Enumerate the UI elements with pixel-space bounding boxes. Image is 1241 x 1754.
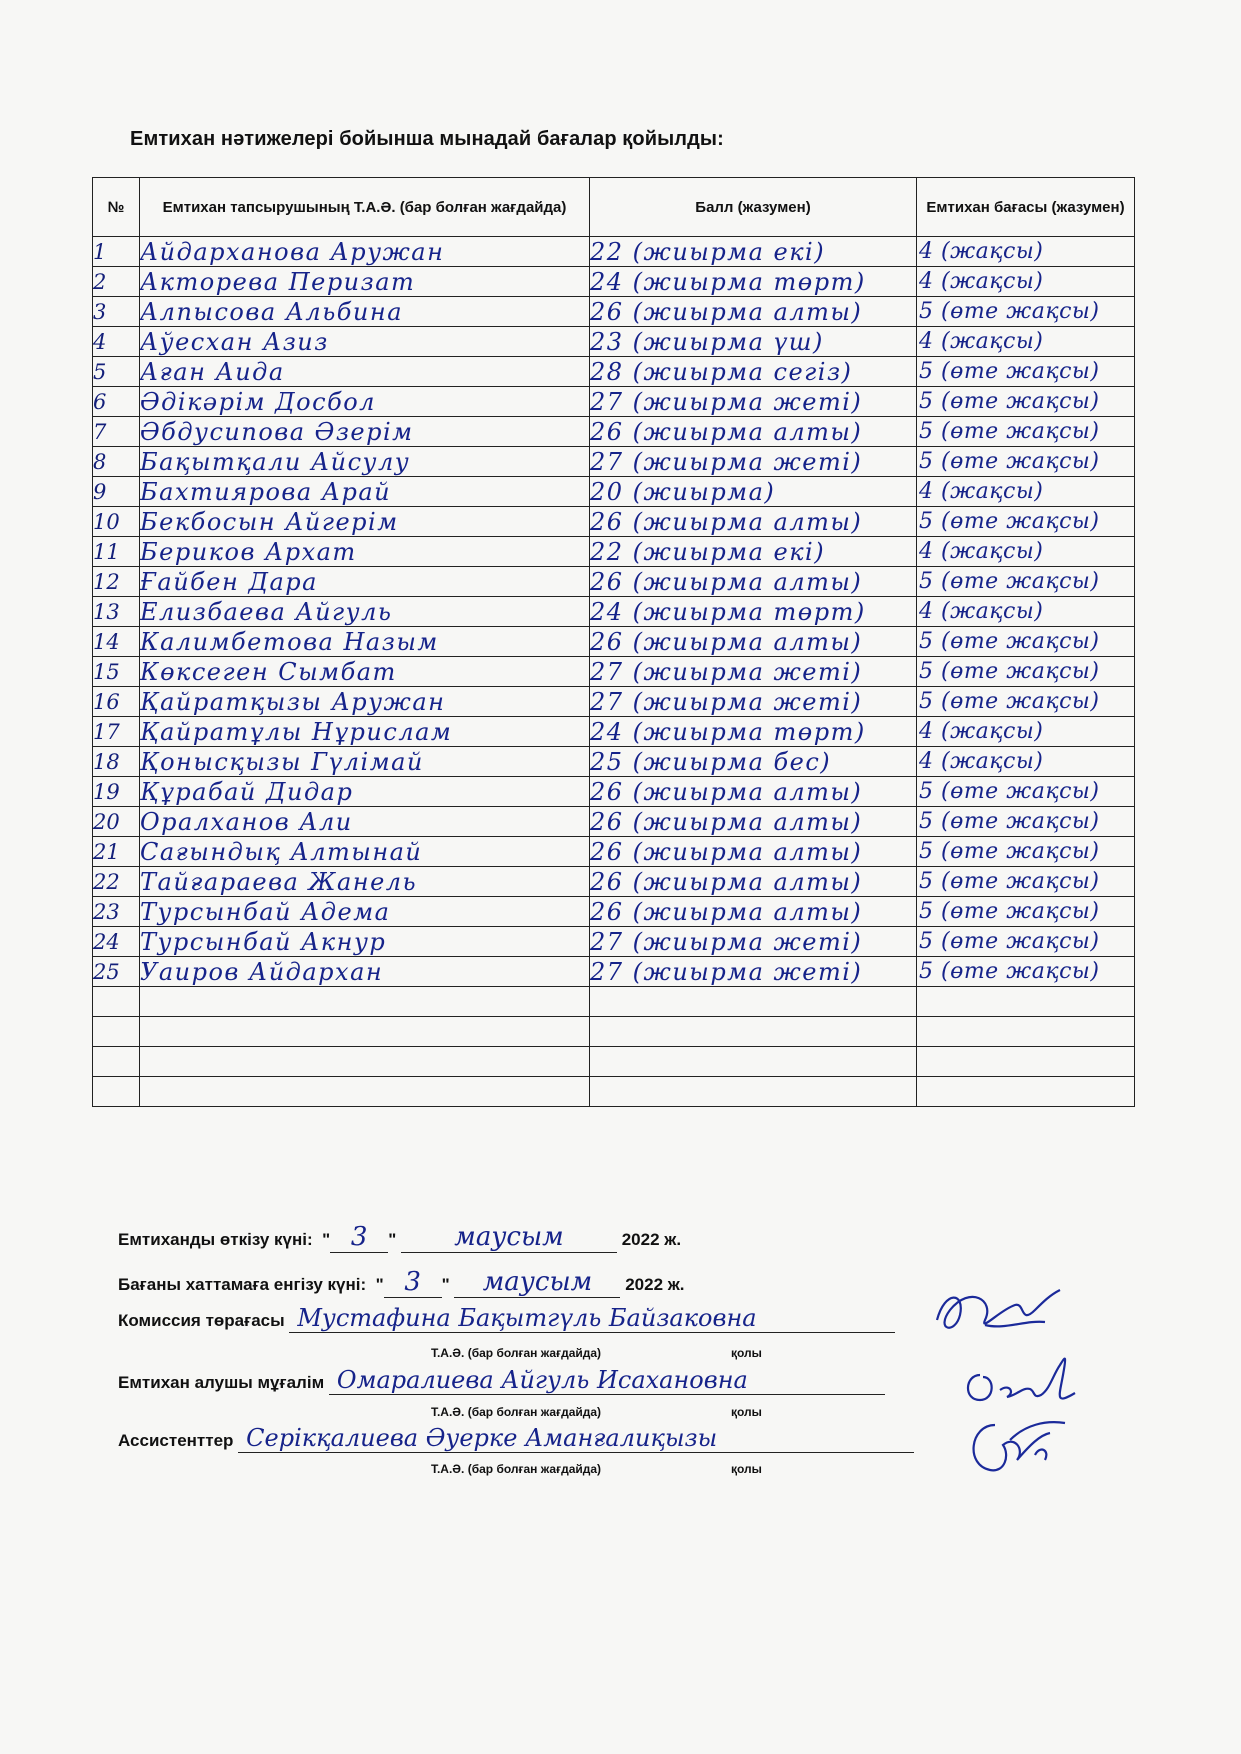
teacher-name: Омаралиева Айгуль Исахановна (329, 1366, 885, 1395)
student-name: Айдарханова Аружан (140, 237, 590, 267)
table-row (93, 777, 1135, 807)
grade-text: 5 (өте жақсы) (917, 387, 1135, 417)
row-number: 11 (93, 537, 140, 567)
table-row (93, 627, 1135, 657)
student-name: Қайратқызы Аружан (140, 687, 590, 717)
score-text: 26 (жиырма алты) (590, 837, 917, 867)
score-text: 26 (жиырма алты) (590, 627, 917, 657)
score-text: 26 (жиырма алты) (590, 807, 917, 837)
grade-text: 5 (өте жақсы) (917, 297, 1135, 327)
table-row (93, 387, 1135, 417)
student-name: Оралханов Али (140, 807, 590, 837)
row-number: 4 (93, 327, 140, 357)
student-name: Әдікәрім Досбол (140, 387, 590, 417)
assistants-caption-sign: қолы (731, 1462, 762, 1476)
student-name: Құрабай Дидар (140, 777, 590, 807)
score-text: 26 (жиырма алты) (590, 777, 917, 807)
row-number: 14 (93, 627, 140, 657)
row-number: 22 (93, 867, 140, 897)
chair-name: Мустафина Бақытгүль Байзаковна (289, 1304, 895, 1333)
student-name: Ғайбен Дара (140, 567, 590, 597)
student-name: Көксеген Сымбат (140, 657, 590, 687)
score-text: 27 (жиырма жеті) (590, 447, 917, 477)
grade-text: 5 (өте жақсы) (917, 567, 1135, 597)
blank-cell (93, 1017, 140, 1047)
row-number: 12 (93, 567, 140, 597)
grade-text: 5 (өте жақсы) (917, 357, 1135, 387)
score-text: 25 (жиырма бес) (590, 747, 917, 777)
table-row (93, 927, 1135, 957)
grade-text: 5 (өте жақсы) (917, 927, 1135, 957)
assistants-name: Серікқалиева Әуерке Аманғалиқызы (238, 1424, 914, 1453)
header-score: Балл (жазумен) (590, 178, 917, 237)
score-text: 28 (жиырма сегіз) (590, 357, 917, 387)
student-name: Елизбаева Айгуль (140, 597, 590, 627)
score-text: 23 (жиырма үш) (590, 327, 917, 357)
header-grade: Емтихан бағасы (жазумен) (917, 178, 1135, 237)
score-text: 26 (жиырма алты) (590, 867, 917, 897)
score-text: 24 (жиырма төрт) (590, 267, 917, 297)
table-row (93, 597, 1135, 627)
assistant-signature (955, 1405, 1075, 1485)
grade-text: 4 (жақсы) (917, 537, 1135, 567)
blank-cell (590, 987, 917, 1017)
score-text: 27 (жиырма жеті) (590, 657, 917, 687)
blank-row (93, 987, 1135, 1017)
grade-text: 5 (өте жақсы) (917, 777, 1135, 807)
table-row (93, 867, 1135, 897)
chair-caption-name: Т.А.Ә. (бар болған жағдайда) (431, 1346, 602, 1360)
row-number: 21 (93, 837, 140, 867)
score-text: 27 (жиырма жеті) (590, 687, 917, 717)
row-number: 9 (93, 477, 140, 507)
table-row (93, 327, 1135, 357)
student-name: Турсынбай Адема (140, 897, 590, 927)
table-row (93, 567, 1135, 597)
score-text: 27 (жиырма жеті) (590, 387, 917, 417)
score-text: 27 (жиырма жеті) (590, 927, 917, 957)
student-name: Бекбосын Айгерім (140, 507, 590, 537)
student-name: Бахтиярова Арай (140, 477, 590, 507)
row-number: 13 (93, 597, 140, 627)
entry-month: маусым (454, 1267, 620, 1298)
blank-cell (140, 1017, 590, 1047)
grade-text: 4 (жақсы) (917, 597, 1135, 627)
blank-cell (917, 987, 1135, 1017)
score-text: 26 (жиырма алты) (590, 507, 917, 537)
blank-cell (590, 1047, 917, 1077)
score-text: 26 (жиырма алты) (590, 417, 917, 447)
grade-text: 4 (жақсы) (917, 477, 1135, 507)
entry-day: 3 (384, 1267, 442, 1298)
grade-text: 5 (өте жақсы) (917, 627, 1135, 657)
student-name: Қайратұлы Нұрислам (140, 717, 590, 747)
student-name: Бақытқали Айсулу (140, 447, 590, 477)
exam-month: маусым (401, 1222, 617, 1253)
student-name: Калимбетова Назым (140, 627, 590, 657)
table-row (93, 267, 1135, 297)
blank-cell (140, 1077, 590, 1107)
student-name: Бериков Архат (140, 537, 590, 567)
row-number: 17 (93, 717, 140, 747)
student-name: Алпысова Альбина (140, 297, 590, 327)
grade-text: 5 (өте жақсы) (917, 807, 1135, 837)
assistants-line (118, 1424, 914, 1453)
grade-text: 5 (өте жақсы) (917, 867, 1135, 897)
row-number: 8 (93, 447, 140, 477)
blank-cell (917, 1017, 1135, 1047)
table-row (93, 237, 1135, 267)
table-row (93, 717, 1135, 747)
blank-cell (93, 1047, 140, 1077)
assistants-caption-name: Т.А.Ә. (бар болған жағдайда) (431, 1462, 602, 1476)
score-text: 26 (жиырма алты) (590, 897, 917, 927)
row-number: 16 (93, 687, 140, 717)
table-row (93, 807, 1135, 837)
score-text: 26 (жиырма алты) (590, 297, 917, 327)
chair-caption-sign: қолы (731, 1346, 762, 1360)
grade-text: 5 (өте жақсы) (917, 897, 1135, 927)
blank-cell (917, 1077, 1135, 1107)
table-row (93, 657, 1135, 687)
score-text: 27 (жиырма жеті) (590, 957, 917, 987)
row-number: 19 (93, 777, 140, 807)
table-row (93, 837, 1135, 867)
blank-cell (140, 1047, 590, 1077)
grade-text: 4 (жақсы) (917, 267, 1135, 297)
row-number: 6 (93, 387, 140, 417)
table-row (93, 297, 1135, 327)
entry-date-label: Бағаны хаттамаға енгізу күні: (118, 1275, 367, 1294)
blank-cell (140, 987, 590, 1017)
row-number: 25 (93, 957, 140, 987)
header-num: № (93, 178, 140, 237)
table-body (93, 237, 1135, 1107)
exam-day: 3 (330, 1222, 388, 1253)
grade-text: 5 (өте жақсы) (917, 687, 1135, 717)
student-name: Уаиров Айдархан (140, 957, 590, 987)
chair-line (118, 1304, 895, 1333)
score-text: 20 (жиырма) (590, 477, 917, 507)
row-number: 23 (93, 897, 140, 927)
row-number: 7 (93, 417, 140, 447)
table-row (93, 477, 1135, 507)
table-row (93, 357, 1135, 387)
grade-text: 5 (өте жақсы) (917, 507, 1135, 537)
row-number: 5 (93, 357, 140, 387)
score-text: 22 (жиырма екі) (590, 537, 917, 567)
score-text: 24 (жиырма төрт) (590, 597, 917, 627)
row-number: 2 (93, 267, 140, 297)
header-name: Емтихан тапсырушының Т.А.Ә. (бар болған жағдайда) (140, 178, 590, 237)
results-table (92, 177, 1135, 1107)
entry-year: 2022 ж. (625, 1275, 685, 1294)
blank-cell (93, 1077, 140, 1107)
student-name: Қонысқызы Гүлімай (140, 747, 590, 777)
teacher-label: Емтихан алушы мұғалім (118, 1373, 325, 1392)
assistants-label: Ассистенттер (118, 1431, 234, 1450)
blank-cell (590, 1017, 917, 1047)
grade-text: 5 (өте жақсы) (917, 957, 1135, 987)
blank-cell (917, 1047, 1135, 1077)
table-row (93, 507, 1135, 537)
table-row (93, 687, 1135, 717)
grade-text: 5 (өте жақсы) (917, 837, 1135, 867)
teacher-caption-name: Т.А.Ә. (бар болған жағдайда) (431, 1405, 602, 1419)
blank-cell (93, 987, 140, 1017)
chair-signature (925, 1280, 1075, 1350)
table-row (93, 747, 1135, 777)
table-row (93, 447, 1135, 477)
exam-year: 2022 ж. (621, 1230, 682, 1249)
blank-row (93, 1047, 1135, 1077)
table-row (93, 537, 1135, 567)
row-number: 10 (93, 507, 140, 537)
blank-cell (590, 1077, 917, 1107)
grade-text: 4 (жақсы) (917, 747, 1135, 777)
row-number: 1 (93, 237, 140, 267)
grade-text: 4 (жақсы) (917, 237, 1135, 267)
score-text: 22 (жиырма екі) (590, 237, 917, 267)
page-title: Емтихан нәтижелері бойынша мынадай бағалар қойылды: (130, 128, 724, 150)
chair-label: Комиссия төрағасы (118, 1311, 285, 1330)
student-name: Аўесхан Азиз (140, 327, 590, 357)
row-number: 24 (93, 927, 140, 957)
exam-date-label: Емтиханды өткізу күні: (118, 1230, 313, 1249)
table-row (93, 897, 1135, 927)
table-row (93, 957, 1135, 987)
grade-text: 5 (өте жақсы) (917, 417, 1135, 447)
student-name: Әбдусипова Әзерім (140, 417, 590, 447)
grade-text: 5 (өте жақсы) (917, 657, 1135, 687)
entry-date-line: Бағаны хаттамаға енгізу күні: " 3 " маусым 2022 ж. (118, 1267, 685, 1297)
grade-text: 5 (өте жақсы) (917, 447, 1135, 477)
student-name: Акторева Перизат (140, 267, 590, 297)
row-number: 3 (93, 297, 140, 327)
row-number: 20 (93, 807, 140, 837)
table-header-row (93, 178, 1135, 237)
blank-row (93, 1017, 1135, 1047)
score-text: 24 (жиырма төрт) (590, 717, 917, 747)
student-name: Сағындық Алтынай (140, 837, 590, 867)
grade-text: 4 (жақсы) (917, 717, 1135, 747)
row-number: 18 (93, 747, 140, 777)
teacher-caption-sign: қолы (731, 1405, 762, 1419)
table-row (93, 417, 1135, 447)
grade-text: 4 (жақсы) (917, 327, 1135, 357)
blank-row (93, 1077, 1135, 1107)
teacher-line (118, 1366, 885, 1395)
row-number: 15 (93, 657, 140, 687)
student-name: Аған Аида (140, 357, 590, 387)
score-text: 26 (жиырма алты) (590, 567, 917, 597)
student-name: Турсынбай Акнур (140, 927, 590, 957)
student-name: Тайғараева Жанель (140, 867, 590, 897)
exam-date-line: Емтиханды өткізу күні: " 3 " маусым 2022 ж. (118, 1222, 682, 1252)
